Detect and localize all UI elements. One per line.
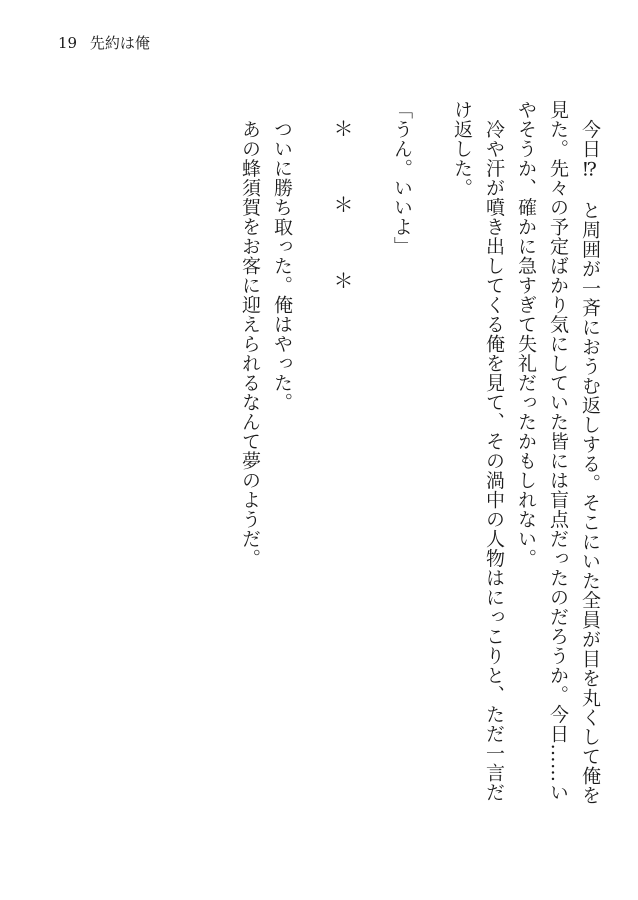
text-line: あの蜂須賀をお客に迎えられるなんて夢のようだ。 [239,100,261,568]
section-break: ＊ ＊ ＊ [330,118,354,308]
running-header [58,34,150,52]
text-line: 冷や汗が噴き出してくる俺を見て、その渦中の人物はにっこりと、ただ一言だ [483,100,505,802]
text-line: やそうか、確かに急すぎて失礼だったかもしれない。 [515,100,537,568]
text-line: ついに勝ち取った。俺はやった。 [271,100,293,412]
text-line: 今日⁉ と周囲が一斉におうむ返しする。そこにいた全員が目を丸くして俺を [579,100,601,805]
page-number: 19 [58,34,78,52]
vertical-body-text [234,100,606,880]
blank-line [298,100,326,880]
chapter-title: 先約は俺 [89,34,150,52]
text-line: 見た。先々の予定ばかり気にしていた皆には盲点だったのだろうか。今日……い [547,100,569,802]
dialogue-line: 「うん。いいよ」 [391,100,413,256]
blank-line [358,100,386,880]
text-line: け返した。 [451,100,473,198]
blank-line [418,100,446,880]
